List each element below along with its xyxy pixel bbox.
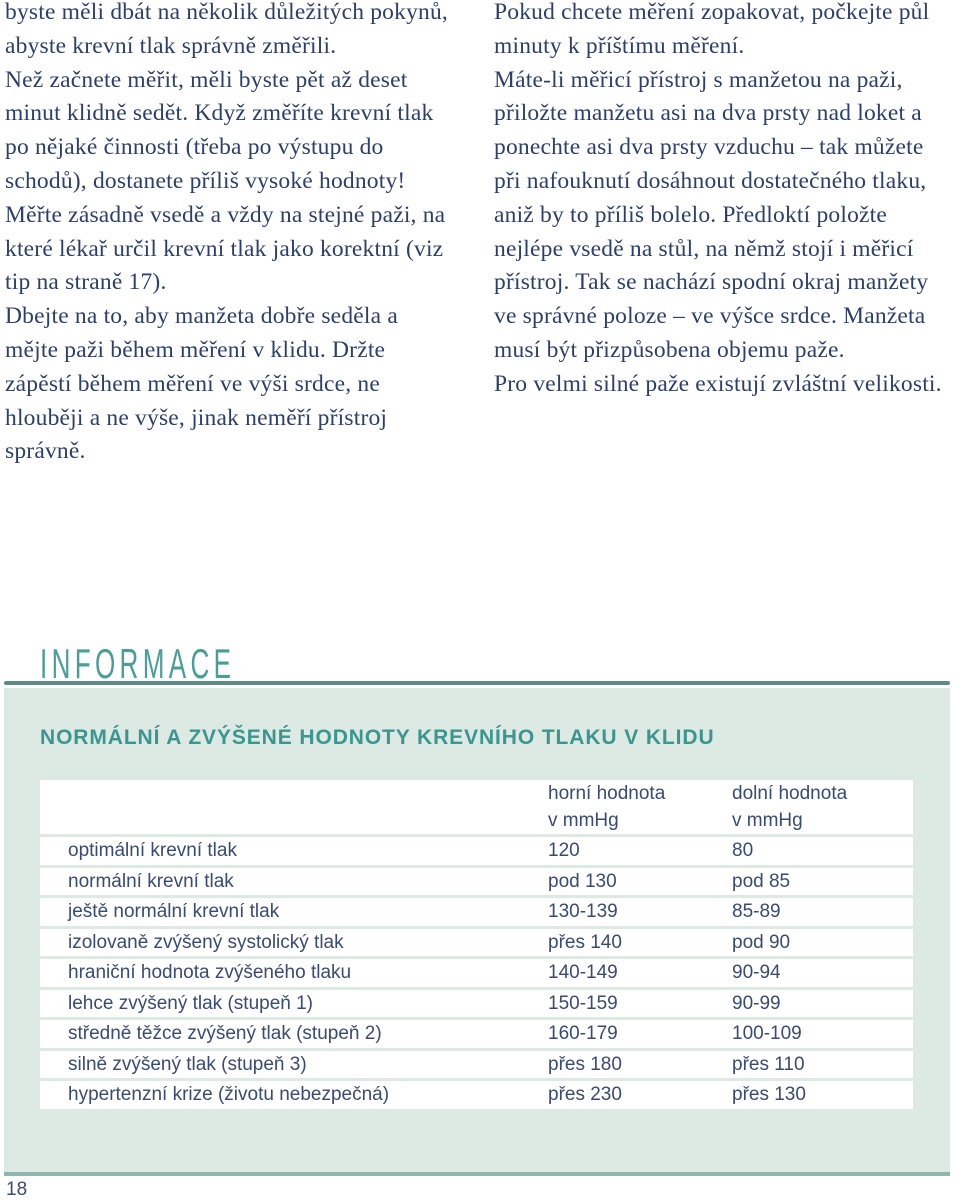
- info-box-bottom-rule: [4, 1172, 950, 1176]
- row-label: hypertenzní krize (životu nebezpečná): [40, 1081, 548, 1109]
- paragraph: Než začnete měřit, měli byste pět až deset minut klidně sedět. Když změříte krevní tlak po nějaké činnosti (třeba po výstupu do schodů), dostanete příliš vysoké hodnoty!: [5, 66, 434, 194]
- row-upper: 150-159: [548, 990, 732, 1018]
- row-lower: pod 90: [732, 929, 913, 957]
- row-label: izolovaně zvýšený systolický tlak: [40, 929, 548, 957]
- row-label: normální krevní tlak: [40, 868, 548, 896]
- info-box-top-rule: [4, 681, 950, 685]
- header-upper-line1: horní hodnota: [548, 783, 666, 804]
- table-row: [40, 959, 913, 987]
- table-row: [40, 868, 913, 896]
- row-label: středně těžce zvýšený tlak (stupeň 2): [40, 1020, 548, 1048]
- page-number: 18: [6, 1179, 28, 1200]
- paragraph: Dbejte na to, aby manžeta dobře seděla a mějte paži během měření v klidu. Držte zápěstí během měření ve výši srdce, ne hlouběji a ne výše, jinak neměří přístroj správně.: [5, 303, 398, 465]
- table-row: [40, 1020, 913, 1048]
- row-upper: přes 230: [548, 1081, 732, 1109]
- table-row: [40, 1051, 913, 1079]
- paragraph: byste měli dbát na několik důležitých pokynů, abyste krevní tlak správně změřili.: [5, 0, 449, 59]
- paragraph: Pro velmi silné paže existují zvláštní velikosti.: [494, 370, 942, 397]
- row-upper: přes 140: [548, 929, 732, 957]
- header-upper-line2: v mmHg: [548, 810, 619, 831]
- row-upper: 130-139: [548, 898, 732, 926]
- row-lower: 85-89: [732, 898, 913, 926]
- paragraph: Máte-li měřicí přístroj s manžetou na paži, přiložte manžetu asi na dva prsty nad loket a ponechte asi dva prsty vzduchu – tak můžete při nafouknutí dosáhnout dostatečného tlaku, aniž by to příliš bolelo. Předloktí položte nejlépe vsedě na stůl, na němž stojí i měřicí přístroj. Tak se nachází spodní okraj manžety ve správné poloze – ve výšce srdce. Manžeta musí být přizpůsobena objemu paže.: [494, 66, 929, 363]
- right-text-column: [494, 0, 954, 402]
- blood-pressure-table: [40, 777, 913, 1112]
- row-label: optimální krevní tlak: [40, 837, 548, 865]
- row-label: ještě normální krevní tlak: [40, 898, 548, 926]
- row-lower: pod 85: [732, 868, 913, 896]
- table-heading: NORMÁLNÍ A ZVÝŠENÉ HODNOTY KREVNÍHO TLAKU V KLIDU: [40, 726, 715, 749]
- table-row: [40, 837, 913, 865]
- row-upper: 160-179: [548, 1020, 732, 1048]
- table-row: [40, 1081, 913, 1109]
- row-lower: přes 110: [732, 1051, 913, 1079]
- row-lower: 90-99: [732, 990, 913, 1018]
- header-empty-cell: [40, 780, 548, 834]
- header-lower-value: [732, 780, 913, 834]
- row-lower: přes 130: [732, 1081, 913, 1109]
- info-box-title: INFORMACE: [40, 640, 236, 687]
- paragraph: Pokud chcete měření zopakovat, počkejte půl minuty k příštímu měření.: [494, 0, 930, 59]
- row-upper: 120: [548, 837, 732, 865]
- row-label: silně zvýšený tlak (stupeň 3): [40, 1051, 548, 1079]
- row-label: hraniční hodnota zvýšeného tlaku: [40, 959, 548, 987]
- row-lower: 90-94: [732, 959, 913, 987]
- row-upper: přes 180: [548, 1051, 732, 1079]
- table-header-row: [40, 780, 913, 834]
- row-lower: 80: [732, 837, 913, 865]
- row-upper: pod 130: [548, 868, 732, 896]
- left-text-column: [5, 0, 457, 469]
- row-label: lehce zvýšený tlak (stupeň 1): [40, 990, 548, 1018]
- header-lower-line2: v mmHg: [732, 810, 803, 831]
- table-row: [40, 898, 913, 926]
- table-row: [40, 929, 913, 957]
- header-lower-line1: dolní hodnota: [732, 783, 848, 804]
- table-row: [40, 990, 913, 1018]
- row-upper: 140-149: [548, 959, 732, 987]
- row-lower: 100-109: [732, 1020, 913, 1048]
- paragraph: Měřte zásadně vsedě a vždy na stejné paži, na které lékař určil krevní tlak jako korektní (viz tip na straně 17).: [5, 201, 446, 296]
- header-upper-value: [548, 780, 732, 834]
